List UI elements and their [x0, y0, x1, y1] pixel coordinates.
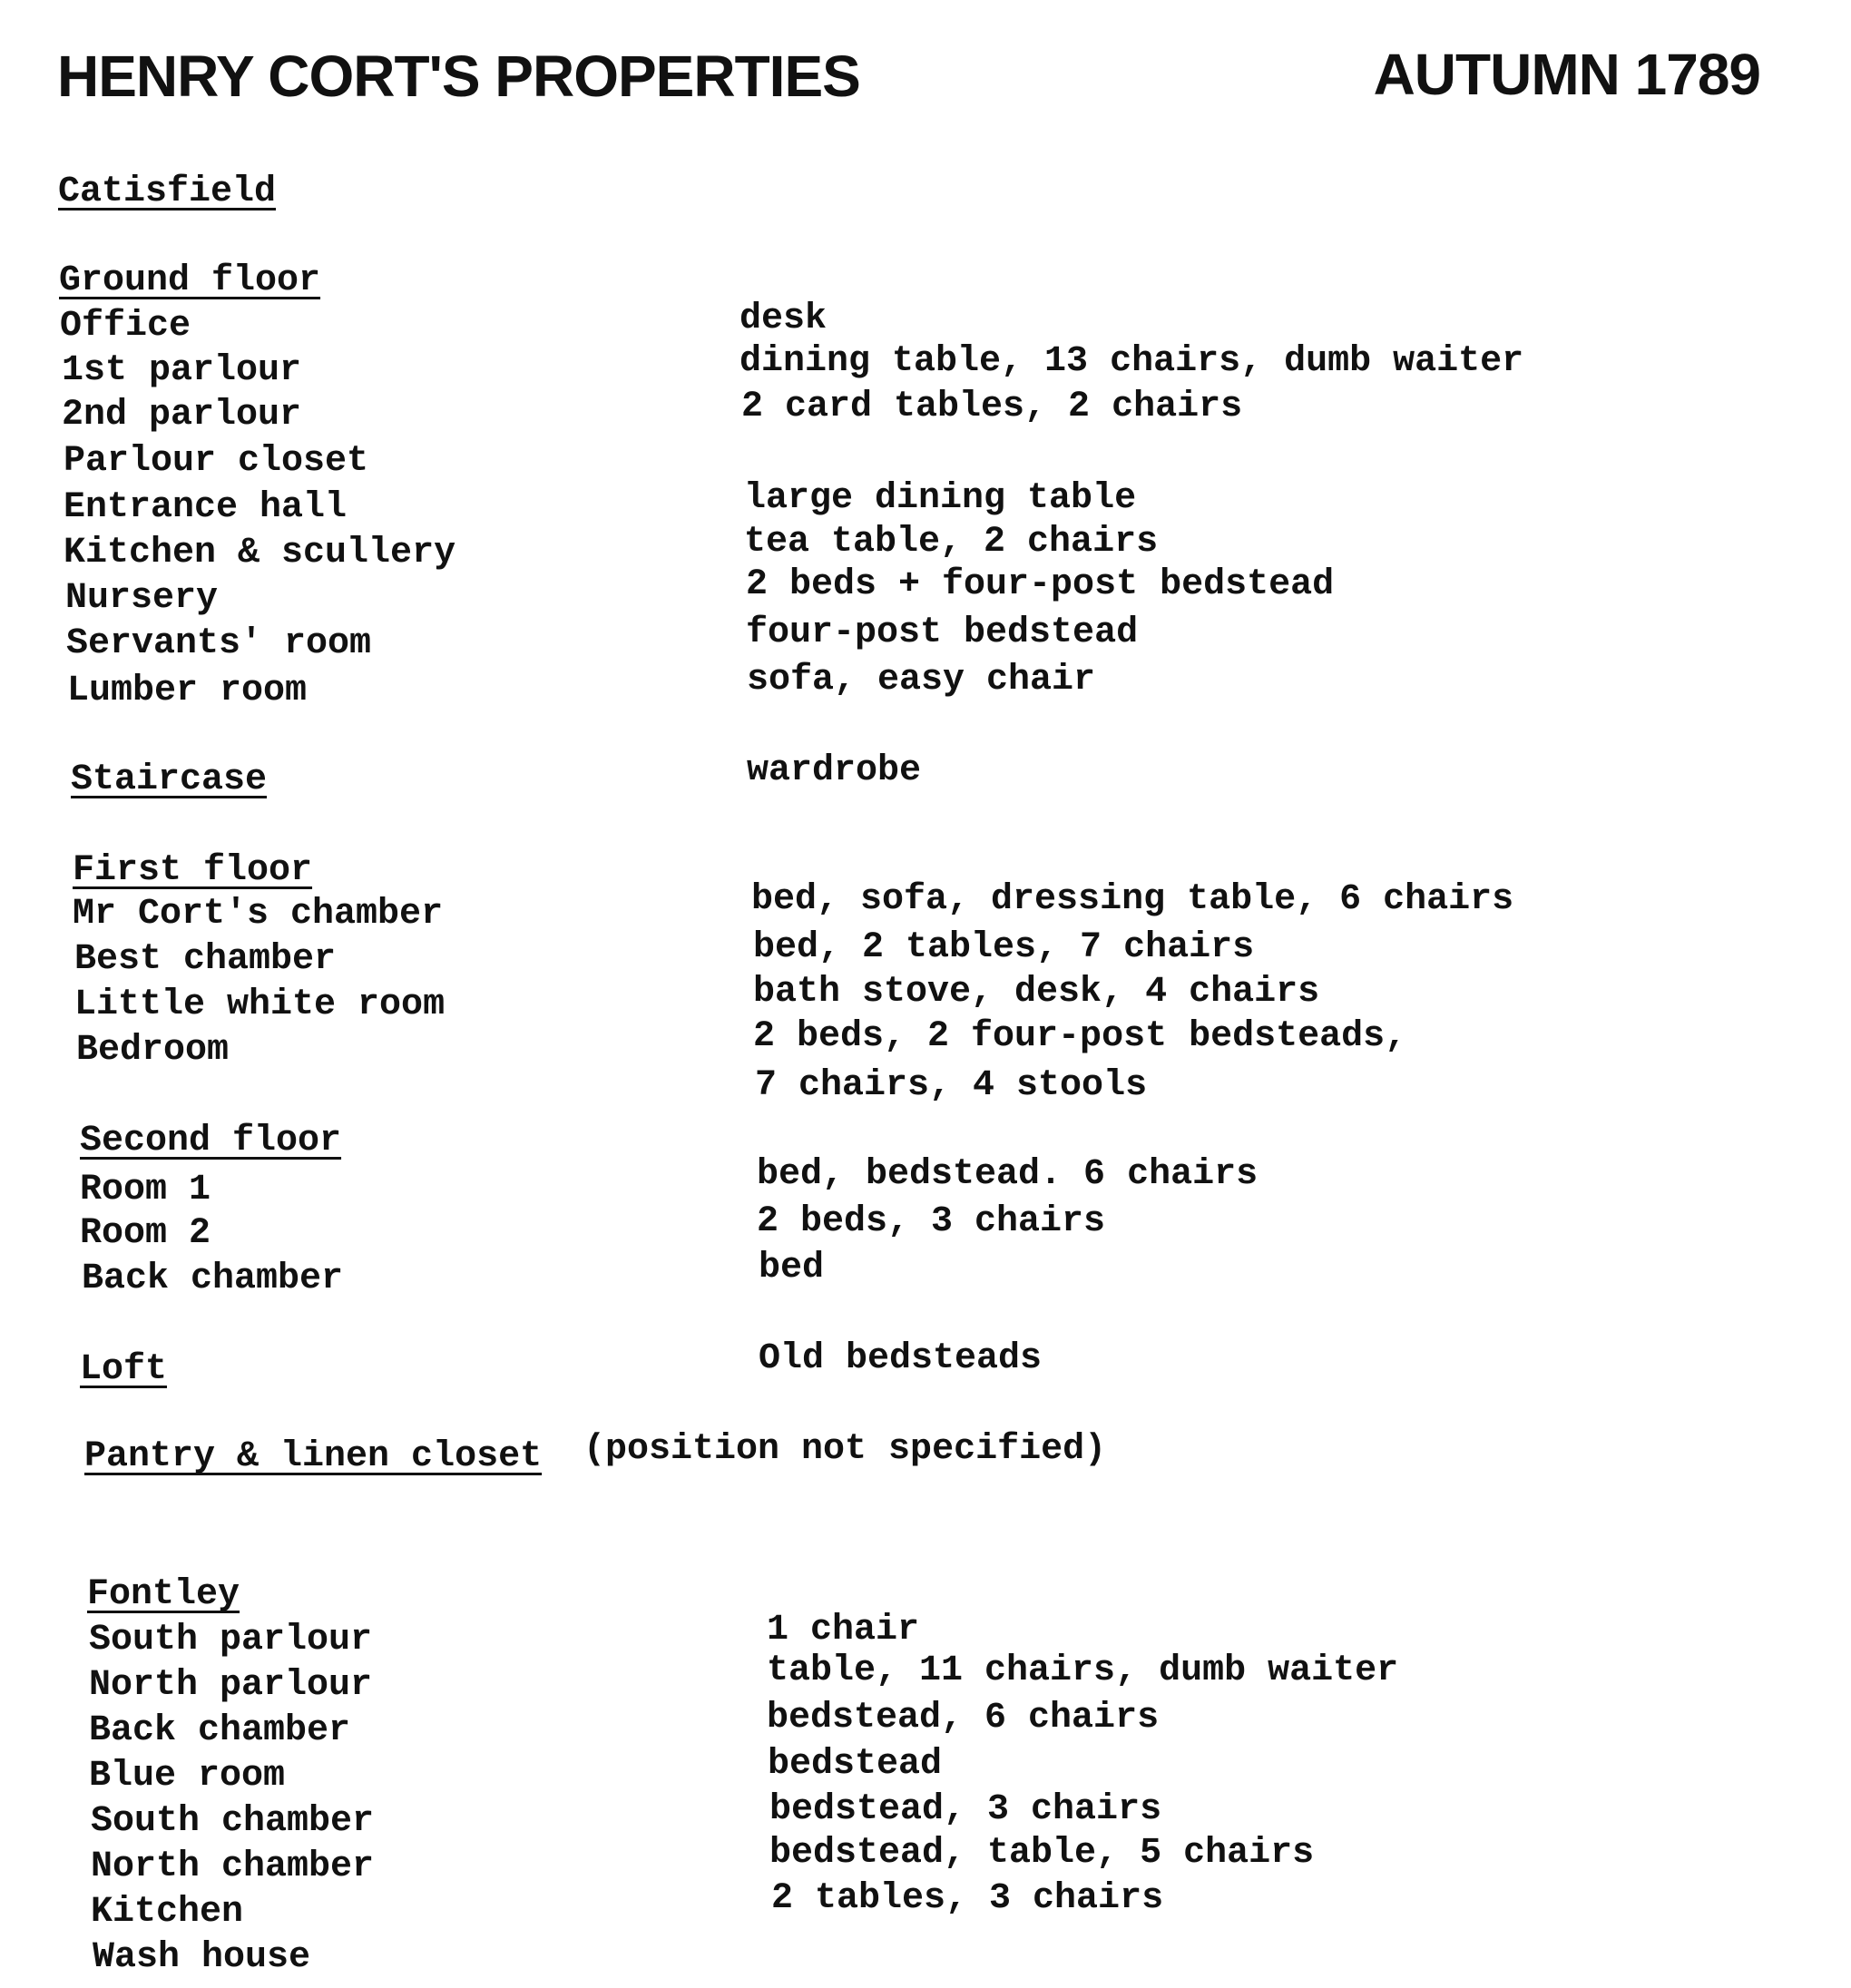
room-label: North parlour	[89, 1665, 373, 1706]
room-items: table, 11 chairs, dumb waiter	[767, 1650, 1399, 1691]
room-label: North chamber	[91, 1846, 375, 1887]
room-items: bedstead, 6 chairs	[767, 1698, 1160, 1738]
room-items: bed, bedstead. 6 chairs	[757, 1154, 1258, 1195]
room-label: Kitchen & scullery	[64, 533, 456, 573]
room-items: wardrobe	[747, 750, 922, 791]
room-label: Wash house	[93, 1937, 311, 1978]
room-label: Nursery	[65, 578, 219, 619]
room-label: Back chamber	[89, 1710, 351, 1751]
property-heading-fontley: Fontley	[87, 1574, 240, 1615]
room-items: 2 beds, 2 four-post bedsteads,	[753, 1016, 1407, 1057]
room-label: South chamber	[91, 1801, 375, 1842]
room-items: 2 beds, 3 chairs	[757, 1201, 1106, 1242]
floor-heading-pantry: Pantry & linen closet	[84, 1436, 543, 1477]
room-label: Kitchen	[91, 1892, 244, 1933]
room-items-continued: 7 chairs, 4 stools	[755, 1065, 1148, 1106]
room-label: Bedroom	[76, 1030, 230, 1071]
room-items: 1 chair	[767, 1610, 920, 1650]
room-items: 2 card tables, 2 chairs	[741, 387, 1243, 427]
room-label: Servants' room	[66, 623, 372, 664]
room-items: desk	[739, 299, 828, 339]
room-items: bedstead	[768, 1744, 943, 1785]
room-label: Blue room	[89, 1756, 286, 1797]
room-label: 2nd parlour	[62, 395, 302, 436]
room-items: bed, sofa, dressing table, 6 chairs	[751, 879, 1514, 920]
room-items: bedstead, table, 5 chairs	[769, 1833, 1315, 1874]
room-label: Room 2	[80, 1213, 211, 1254]
room-items: 2 beds + four-post bedstead	[746, 564, 1335, 605]
pantry-note: (position not specified)	[583, 1429, 1107, 1470]
floor-heading-loft: Loft	[80, 1349, 168, 1390]
room-items: bath stove, desk, 4 chairs	[753, 972, 1320, 1013]
room-label: 1st parlour	[62, 350, 302, 391]
room-label: Parlour closet	[64, 441, 369, 482]
room-items: four-post bedstead	[746, 612, 1139, 653]
room-items: dining table, 13 chairs, dumb waiter	[739, 341, 1524, 382]
room-items: large dining table	[744, 478, 1137, 519]
floor-heading-first: First floor	[73, 850, 313, 891]
room-label: Office	[60, 306, 191, 347]
room-label: Best chamber	[74, 939, 337, 980]
room-items: 2 tables, 3 chairs	[771, 1878, 1164, 1919]
room-items: sofa, easy chair	[747, 660, 1096, 700]
room-label: South parlour	[89, 1620, 373, 1660]
property-heading-catisfield: Catisfield	[58, 171, 277, 212]
room-label: Mr Cort's chamber	[73, 894, 444, 935]
room-items: bed, 2 tables, 7 chairs	[753, 927, 1255, 968]
room-items: bed	[759, 1248, 825, 1288]
room-label: Back chamber	[82, 1258, 344, 1299]
floor-heading-staircase: Staircase	[71, 759, 268, 800]
room-items: Old bedsteads	[759, 1338, 1043, 1379]
room-label: Room 1	[80, 1170, 211, 1210]
room-items: tea table, 2 chairs	[744, 522, 1159, 563]
room-label: Lumber room	[67, 671, 308, 711]
page-title: HENRY CORT'S PROPERTIES	[57, 44, 860, 109]
floor-heading-ground: Ground floor	[59, 260, 321, 301]
room-label: Little white room	[74, 984, 446, 1025]
room-label: Entrance hall	[64, 487, 348, 528]
floor-heading-second: Second floor	[80, 1121, 342, 1161]
room-items: bedstead, 3 chairs	[769, 1789, 1162, 1830]
page-date: AUTUMN 1789	[1373, 42, 1760, 107]
